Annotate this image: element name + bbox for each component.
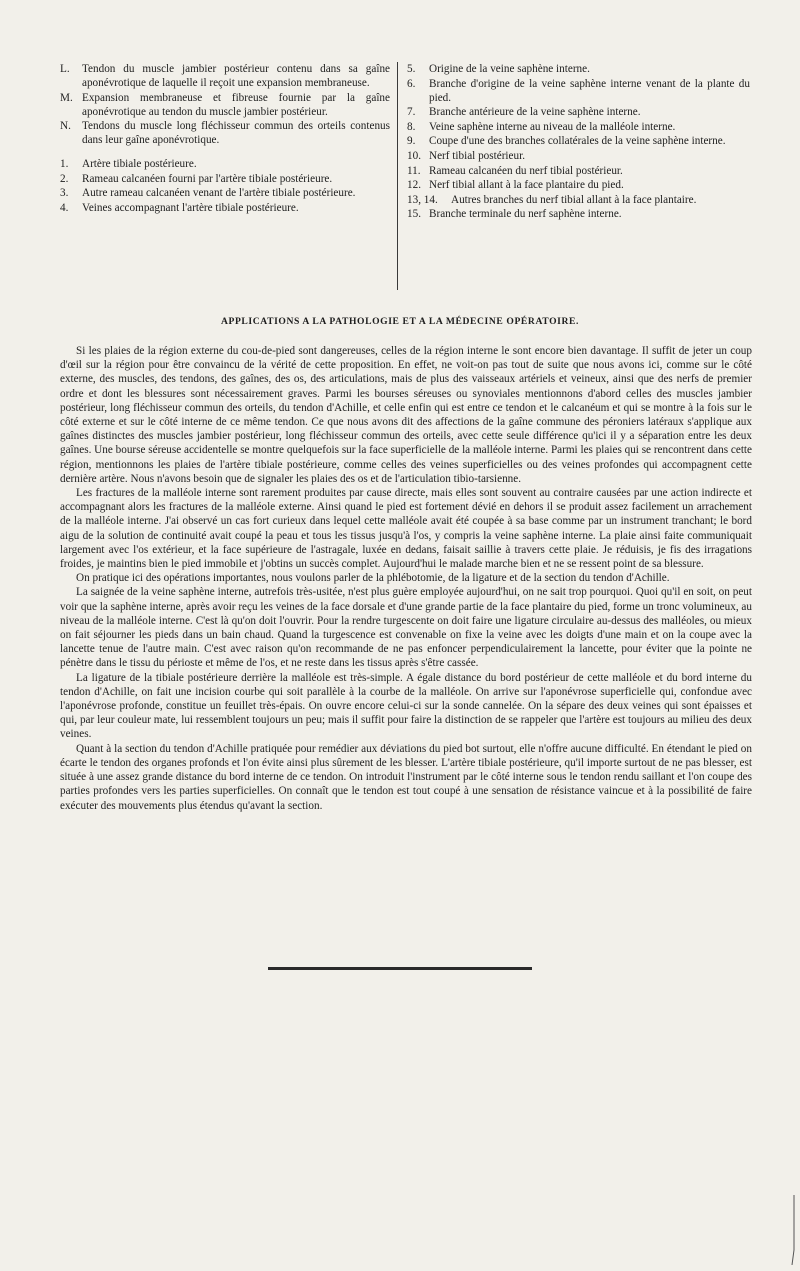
legend-entry	[407, 149, 750, 163]
legend-entry	[407, 62, 750, 76]
legend-entry	[407, 120, 750, 134]
legend-text: Origine de la veine saphène interne.	[429, 63, 590, 75]
paragraph: Si les plaies de la région externe du cou-de-pied sont dangereuses, celles de la région interne le sont encore bien davantage. Il suffit de jeter un coup d'œil sur la région pour être convaincu de la vérité de cette proposition. En effet, ne voit-on pas tout de suite que nous avons ici, comme sur le côté externe, des muscles, des tendons, des gaînes, des os, des articulations, mais de plus des vaisseaux artériels et veineux, ainsi que des nerfs de premier ordre et dont les blessures sont nécessairement graves. Parmi les bourses séreuses ou synoviales mentionnons d'abord celles des muscles jambier postérieur, long fléchisseur commun des orteils, du tendon d'Achille, et celle enfin qui est entre ce tendon et le calcanéum et qui se montre à la fois sur le côté externe et sur le côté interne de ce même tendon. Ce que nous avons dit des affections de la gaîne commune des péroniers latéraux s'applique aux gaînes distinctes des muscles jambier postérieur, long fléchisseur commun des orteils, avec cette seule différence qu'ici il y a séparation entre les deux gaînes. Une bourse séreuse accidentelle se montre quelquefois sur la face superficielle de la malléole interne. Parmi les plaies qui se rencontrent dans cette région, mentionnons les plaies de l'artère tibiale postérieure, comme celles des veines superficielles ou des veines profondes qui accompagnent cette dernière artère. Nous n'avons besoin que de signaler les plaies des os et de l'articulation tibio-tarsienne.	[60, 345, 752, 485]
legend-text: Branche antérieure de la veine saphène interne.	[429, 106, 641, 119]
figure-legend	[60, 62, 750, 290]
legend-key: 12.	[407, 179, 421, 192]
legend-text: Branche terminale du nerf saphène interne.	[429, 208, 622, 221]
legend-entry	[60, 119, 390, 147]
legend-entry	[407, 134, 750, 148]
legend-key: 6.	[407, 77, 416, 90]
legend-key: 8.	[407, 120, 416, 133]
legend-text: Rameau calcanéen fourni par l'artère tibiale postérieure.	[82, 172, 333, 185]
legend-text: Artère tibiale postérieure.	[82, 158, 197, 171]
legend-key: N.	[60, 120, 71, 133]
legend-entry	[60, 186, 390, 200]
end-rule	[268, 967, 532, 970]
paragraph: La ligature de la tibiale postérieure derrière la malléole est très-simple. A égale distance du bord postérieur de cette malléole et du bord interne du tendon d'Achille, on fait une incision courbe qui soit parallèle à la courbe de la malléole. On arrive sur l'aponévrose superficielle qui, confondue avec l'aponévrose profonde, constitue un feuillet très-épais. On ouvre encore celui-ci sur la sonde cannelée. On la sépare des deux veines qui sont épaisses et qui, par leur couleur mate, lui ressemblent toujours un peu; mais il suffit pour faire la distinction de se rappeler que l'artère est toujours au milieu des deux veines.	[60, 671, 752, 741]
legend-entry	[60, 62, 390, 90]
legend-entry	[407, 193, 750, 207]
legend-key: 2.	[60, 172, 69, 185]
legend-text: Branche d'origine de la veine saphène interne venant de la plante du pied.	[429, 77, 750, 104]
page-edge-mark	[790, 1195, 796, 1265]
legend-text: Autre rameau calcanéen venant de l'artère tibiale postérieure.	[82, 187, 356, 200]
legend-text: Tendon du muscle jambier postérieur contenu dans sa gaîne aponévrotique de laquelle il reçoit une expansion membraneuse.	[82, 63, 390, 90]
legend-entry	[60, 91, 390, 119]
legend-entry	[407, 207, 750, 221]
legend-entry	[60, 157, 390, 171]
legend-entry	[60, 172, 390, 186]
legend-text: Coupe d'une des branches collatérales de la veine saphène interne.	[429, 135, 726, 148]
paragraph: La saignée de la veine saphène interne, autrefois très-usitée, n'est plus guère employée aujourd'hui, on ne sait trop pourquoi. Quoi qu'il en soit, on peut voir que la saphène interne, après avoir reçu les veines de la face dorsale et d'une grande partie de la face plantaire du pied, forme un tronc volumineux, au niveau de la malléole interne. C'est là qu'on doit l'ouvrir. Pour la rendre turgescente on doit faire une ligature circulaire au-dessus des malléoles, ou mieux on fait séjourner les pieds dans un bain chaud. Quand la turgescence est convenable on fixe la veine avec les doigts d'une main et on la coupe avec la lancette tenue de l'autre main. C'est avec raison qu'on recommande de ne pas enfoncer perpendiculairement la lancette, pour éviter que la pointe ne pénètre dans le tissu du périoste et même de l'os, et ne reste dans les tissus après s'être cassée.	[60, 586, 752, 670]
legend-key: 1.	[60, 158, 69, 171]
legend-text: Nerf tibial allant à la face plantaire du pied.	[429, 179, 624, 192]
legend-key: 4.	[60, 201, 69, 214]
legend-key: 5.	[407, 63, 416, 75]
legend-column-right	[397, 62, 750, 290]
legend-entry	[407, 105, 750, 119]
legend-key: 9.	[407, 135, 416, 148]
section-title: APPLICATIONS A LA PATHOLOGIE ET A LA MÉDECINE OPÉRATOIRE.	[220, 316, 580, 327]
paragraph: On pratique ici des opérations importantes, nous voulons parler de la phlébotomie, de la ligature et de la section du tendon d'Achille.	[76, 572, 670, 585]
legend-key: 10.	[407, 150, 421, 163]
legend-entry	[407, 178, 750, 192]
legend-column-left	[60, 62, 390, 215]
legend-text: Veine saphène interne au niveau de la malléole interne.	[429, 120, 676, 133]
legend-key: L.	[60, 63, 70, 75]
body-text	[60, 344, 752, 813]
legend-key: 15.	[407, 208, 421, 221]
paragraph: Quant à la section du tendon d'Achille pratiquée pour remédier aux déviations du pied bot surtout, elle n'offre aucune difficulté. En étendant le pied on écarte le tendon des organes profonds et l'on évite ainsi plus sûrement de les blesser. L'artère tibiale postérieure, qu'il importe surtout de ne pas blesser, est située à une assez grande distance du bord interne de ce tendon. On introduit l'instrument par le côté interne sous le tendon rendu saillant et l'on coupe des parties profondes vers les parties superficielles. On connaît que le tendon est tout coupé à une sensation de résistance vaincue et à la possibilité de faire exécuter des mouvements plus étendus qu'avant la section.	[60, 742, 752, 812]
legend-key: 7.	[407, 106, 416, 119]
legend-key: M.	[60, 91, 73, 104]
legend-text: Autres branches du nerf tibial allant à la face plantaire.	[451, 193, 697, 206]
legend-key: 3.	[60, 187, 69, 200]
legend-text: Rameau calcanéen du nerf tibial postérieur.	[429, 164, 623, 177]
legend-text: Expansion membraneuse et fibreuse fournie par la gaîne aponévrotique au tendon du muscle jambier postérieur.	[82, 91, 390, 118]
paragraph: Les fractures de la malléole interne sont rarement produites par cause directe, mais elles sont souvent au contraire causées par une action indirecte et accompagnant alors les fractures de la malléole externe. Ainsi quand le pied est fortement dévié en dehors il se produit assez facilement un arrachement de la malléole interne. J'ai observé un cas fort curieux dans lequel cette malléole avait été coupée à sa base comme par un instrument tranchant; le bord aigu de la solution de continuité avait coupé la peau et tous les tissus jusqu'à l'os, y compris la veine saphène interne. La plaie ainsi faite communiquait largement avec l'os extérieur, et la face supérieure de l'astragale, luxée en dedans, faisait saillie à travers cette plaie. Je réduisis, je fis des irragations froides, je maintins bien le pied immobile et j'obtins un succès complet. Aujourd'hui le malade marche bien et ne se ressent point de sa blessure.	[60, 487, 752, 571]
legend-gap	[60, 148, 390, 157]
legend-text: Nerf tibial postérieur.	[429, 150, 525, 163]
legend-entry	[60, 201, 390, 215]
legend-key: 13, 14.	[407, 193, 438, 206]
legend-text: Tendons du muscle long fléchisseur commun des orteils contenus dans leur gaîne aponévrotique.	[82, 120, 390, 147]
legend-key: 11.	[407, 164, 421, 177]
legend-entry	[407, 77, 750, 105]
legend-text: Veines accompagnant l'artère tibiale postérieure.	[82, 201, 299, 214]
legend-entry	[407, 164, 750, 178]
